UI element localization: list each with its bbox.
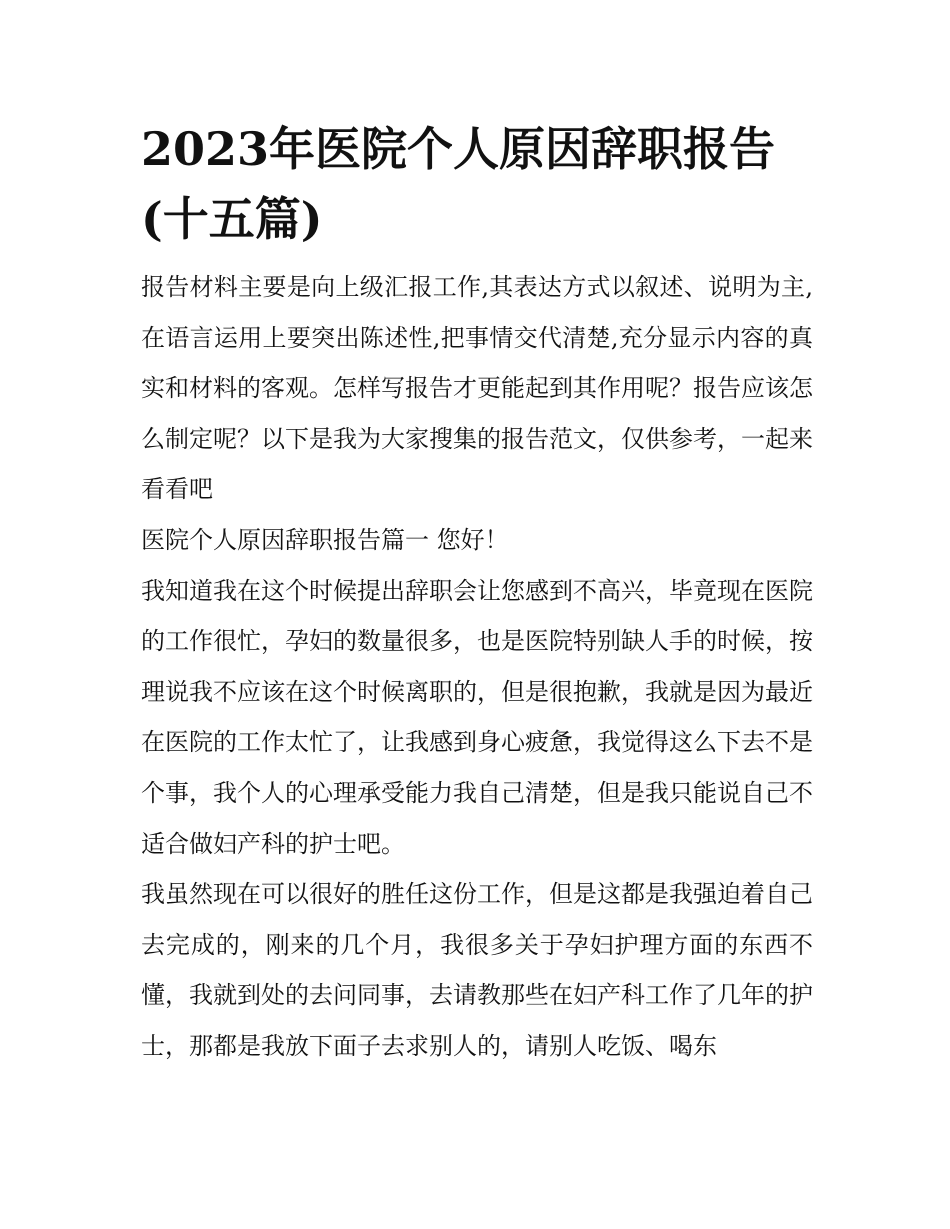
intro-paragraph: 报告材料主要是向上级汇报工作,其表达方式以叙述、说明为主,在语言运用上要突出陈述性,把事情交代清楚,充分显示内容的真实和材料的客观。怎样写报告才更能起到其作用呢？报告应该怎么制定呢？以下是我为大家搜集的报告范文，仅供参考，一起来看看吧 bbox=[141, 273, 813, 504]
section-heading-paragraph: 医院个人原因辞职报告篇一 您好！ bbox=[141, 525, 509, 554]
document-body bbox=[141, 114, 813, 1072]
document-title: 2023年医院个人原因辞职报告(十五篇) bbox=[141, 122, 776, 246]
body-paragraph: 我虽然现在可以很好的胜任这份工作，但是这都是我强迫着自己去完成的，刚来的几个月，我很多关于孕妇护理方面的东西不懂，我就到处的去问同事，去请教那些在妇产科工作了几年的护士，那都是我放下面子去求别人的，请别人吃饭、喝东 bbox=[141, 880, 813, 1060]
body-paragraph: 我知道我在这个时候提出辞职会让您感到不高兴，毕竟现在医院的工作很忙，孕妇的数量很多，也是医院特别缺人手的时候，按理说我不应该在这个时候离职的，但是很抱歉，我就是因为最近在医院的工作太忙了，让我感到身心疲惫，我觉得这么下去不是个事，我个人的心理承受能力我自己清楚，但是我只能说自己不适合做妇产科的护士吧。 bbox=[141, 576, 813, 858]
